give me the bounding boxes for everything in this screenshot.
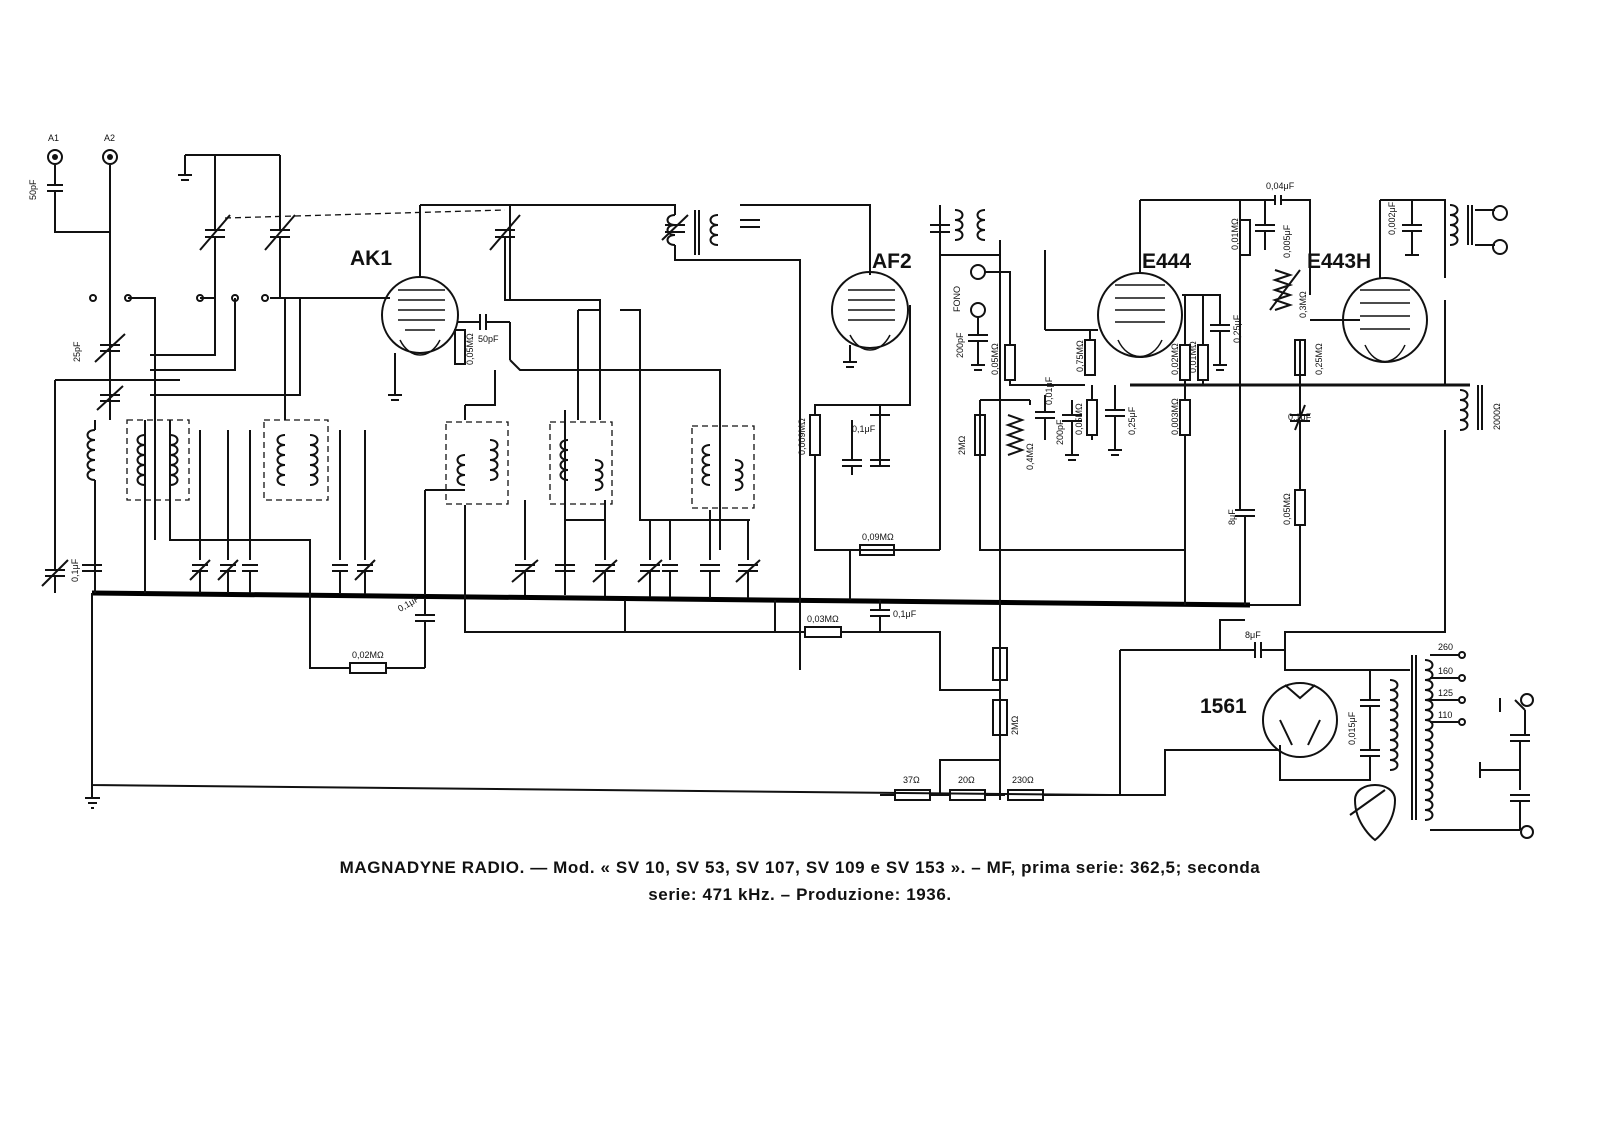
terminal-a2-label: A2 [104, 133, 116, 143]
cap-025-e444-label: 0,25μF [1232, 314, 1242, 343]
tube-ak1 [350, 205, 720, 550]
tube-ak1-envelope [382, 277, 458, 353]
res-003-label: 0,03MΩ [807, 614, 839, 624]
res-001-top-label: 0,01MΩ [1230, 218, 1240, 250]
res-005-ak1-label: 0,05MΩ [465, 333, 475, 365]
cap-25pf-label: 25pF [72, 341, 82, 362]
tube-e443h [1230, 181, 1507, 650]
cap-50pf-ak1-label: 50pF [478, 334, 499, 344]
res-0003-label: 0,003MΩ [1170, 398, 1180, 435]
fono-label: FONO [952, 286, 962, 312]
cap-01-out-label: 0,1μF [1288, 412, 1312, 422]
res-002-e444-label: 0,02MΩ [1170, 343, 1180, 375]
rf-coil-section [90, 295, 375, 594]
speaker-terminal-1-icon[interactable] [1493, 206, 1507, 220]
output-filter [1120, 400, 1312, 795]
res-001-e444-label: 0,01MΩ [1188, 341, 1198, 373]
tube-e444-label: E444 [1142, 250, 1192, 273]
mains-terminal-1-icon[interactable] [1521, 694, 1533, 706]
res-20-label: 20Ω [958, 775, 975, 785]
cap-8-b-label: 8μF [1245, 630, 1261, 640]
res-04-label: 0,4MΩ [1025, 443, 1035, 470]
cap-8-a-label: 8μF [1227, 509, 1237, 525]
res-025-label: 0,25MΩ [1314, 343, 1324, 375]
coil-can-1 [127, 420, 189, 500]
cap-0005-label: 0,005μF [1282, 224, 1292, 258]
cap-001-label: 0,01μF [1044, 376, 1054, 405]
tube-af2 [797, 205, 1000, 600]
cap-200pf-fono-label: 200pF [955, 332, 965, 358]
tube-1561-envelope [1263, 683, 1337, 757]
cap-0002-label: 0,002μF [1387, 201, 1397, 235]
res-009-label: 0,09MΩ [862, 532, 894, 542]
tube-ak1-label: AK1 [350, 247, 393, 270]
cap-200pf-label: 200pF [1055, 419, 1065, 445]
res-005-b-label: 0,05MΩ [1074, 403, 1084, 435]
cap-004-label: 0,04μF [1266, 181, 1295, 191]
speaker-field-icon [1350, 785, 1395, 840]
res-37-label: 37Ω [903, 775, 920, 785]
schematic-caption [150, 854, 1450, 908]
tube-e443h-label: E443H [1307, 250, 1372, 273]
res-03-label: 0,3MΩ [1298, 291, 1308, 318]
cap-50pf-antenna-label: 50pF [28, 179, 38, 200]
res-2000-label: 2000Ω [1492, 403, 1502, 430]
tap-160-label: 160 [1438, 666, 1454, 676]
res-2m-a-label: 2MΩ [957, 435, 967, 455]
cap-0015-label: 0,015μF [1347, 711, 1357, 745]
tube-1561-label: 1561 [1200, 695, 1247, 718]
antenna-section [28, 133, 1110, 808]
speaker-terminal-2-icon[interactable] [1493, 240, 1507, 254]
cap-01uf-left-label: 0,1μF [70, 558, 80, 582]
res-005-fono-label: 0,05MΩ [990, 343, 1000, 375]
tuning-gang [178, 155, 505, 298]
res-230-label: 230Ω [1012, 775, 1034, 785]
res-0009-label: 0,009MΩ [797, 418, 807, 455]
tube-e444 [1045, 200, 1242, 605]
detector-section [952, 255, 1185, 800]
res-005-out-label: 0,05MΩ [1282, 493, 1292, 525]
caption-line-1: MAGNADYNE RADIO. — Mod. « SV 10, SV 53, SV 107, SV 109 e SV 153 ». – MF, prima serie: 362,5; seconda [339, 858, 1261, 877]
res-075-label: 0,75MΩ [1075, 340, 1085, 372]
res-002-label: 0,02MΩ [352, 650, 384, 660]
tap-110-label: 110 [1438, 710, 1453, 720]
cap-01uf-low-label: 0,1μF [396, 593, 422, 614]
mains-terminal-2-icon[interactable] [1521, 826, 1533, 838]
res-2m-b-label: 2MΩ [1010, 715, 1020, 735]
if-can-3 [692, 426, 754, 508]
tap-125-label: 125 [1438, 688, 1454, 698]
cap-01uf-af2-label: 0,1μF [852, 424, 876, 434]
cap-025-label: 0,25μF [1127, 406, 1137, 435]
tap-260-label: 260 [1438, 642, 1454, 652]
caption-line-2: serie: 471 kHz. – Produzione: 1936. [648, 885, 952, 904]
cap-01uf-bus-label: 0,1μF [893, 609, 917, 619]
rectifier-section [1110, 642, 1533, 840]
tube-af2-label: AF2 [872, 250, 912, 273]
fono-jack-2-icon[interactable] [971, 303, 985, 317]
if-can-1 [446, 422, 508, 504]
fono-jack-1-icon[interactable] [971, 265, 985, 279]
terminal-a1-label: A1 [48, 133, 60, 143]
